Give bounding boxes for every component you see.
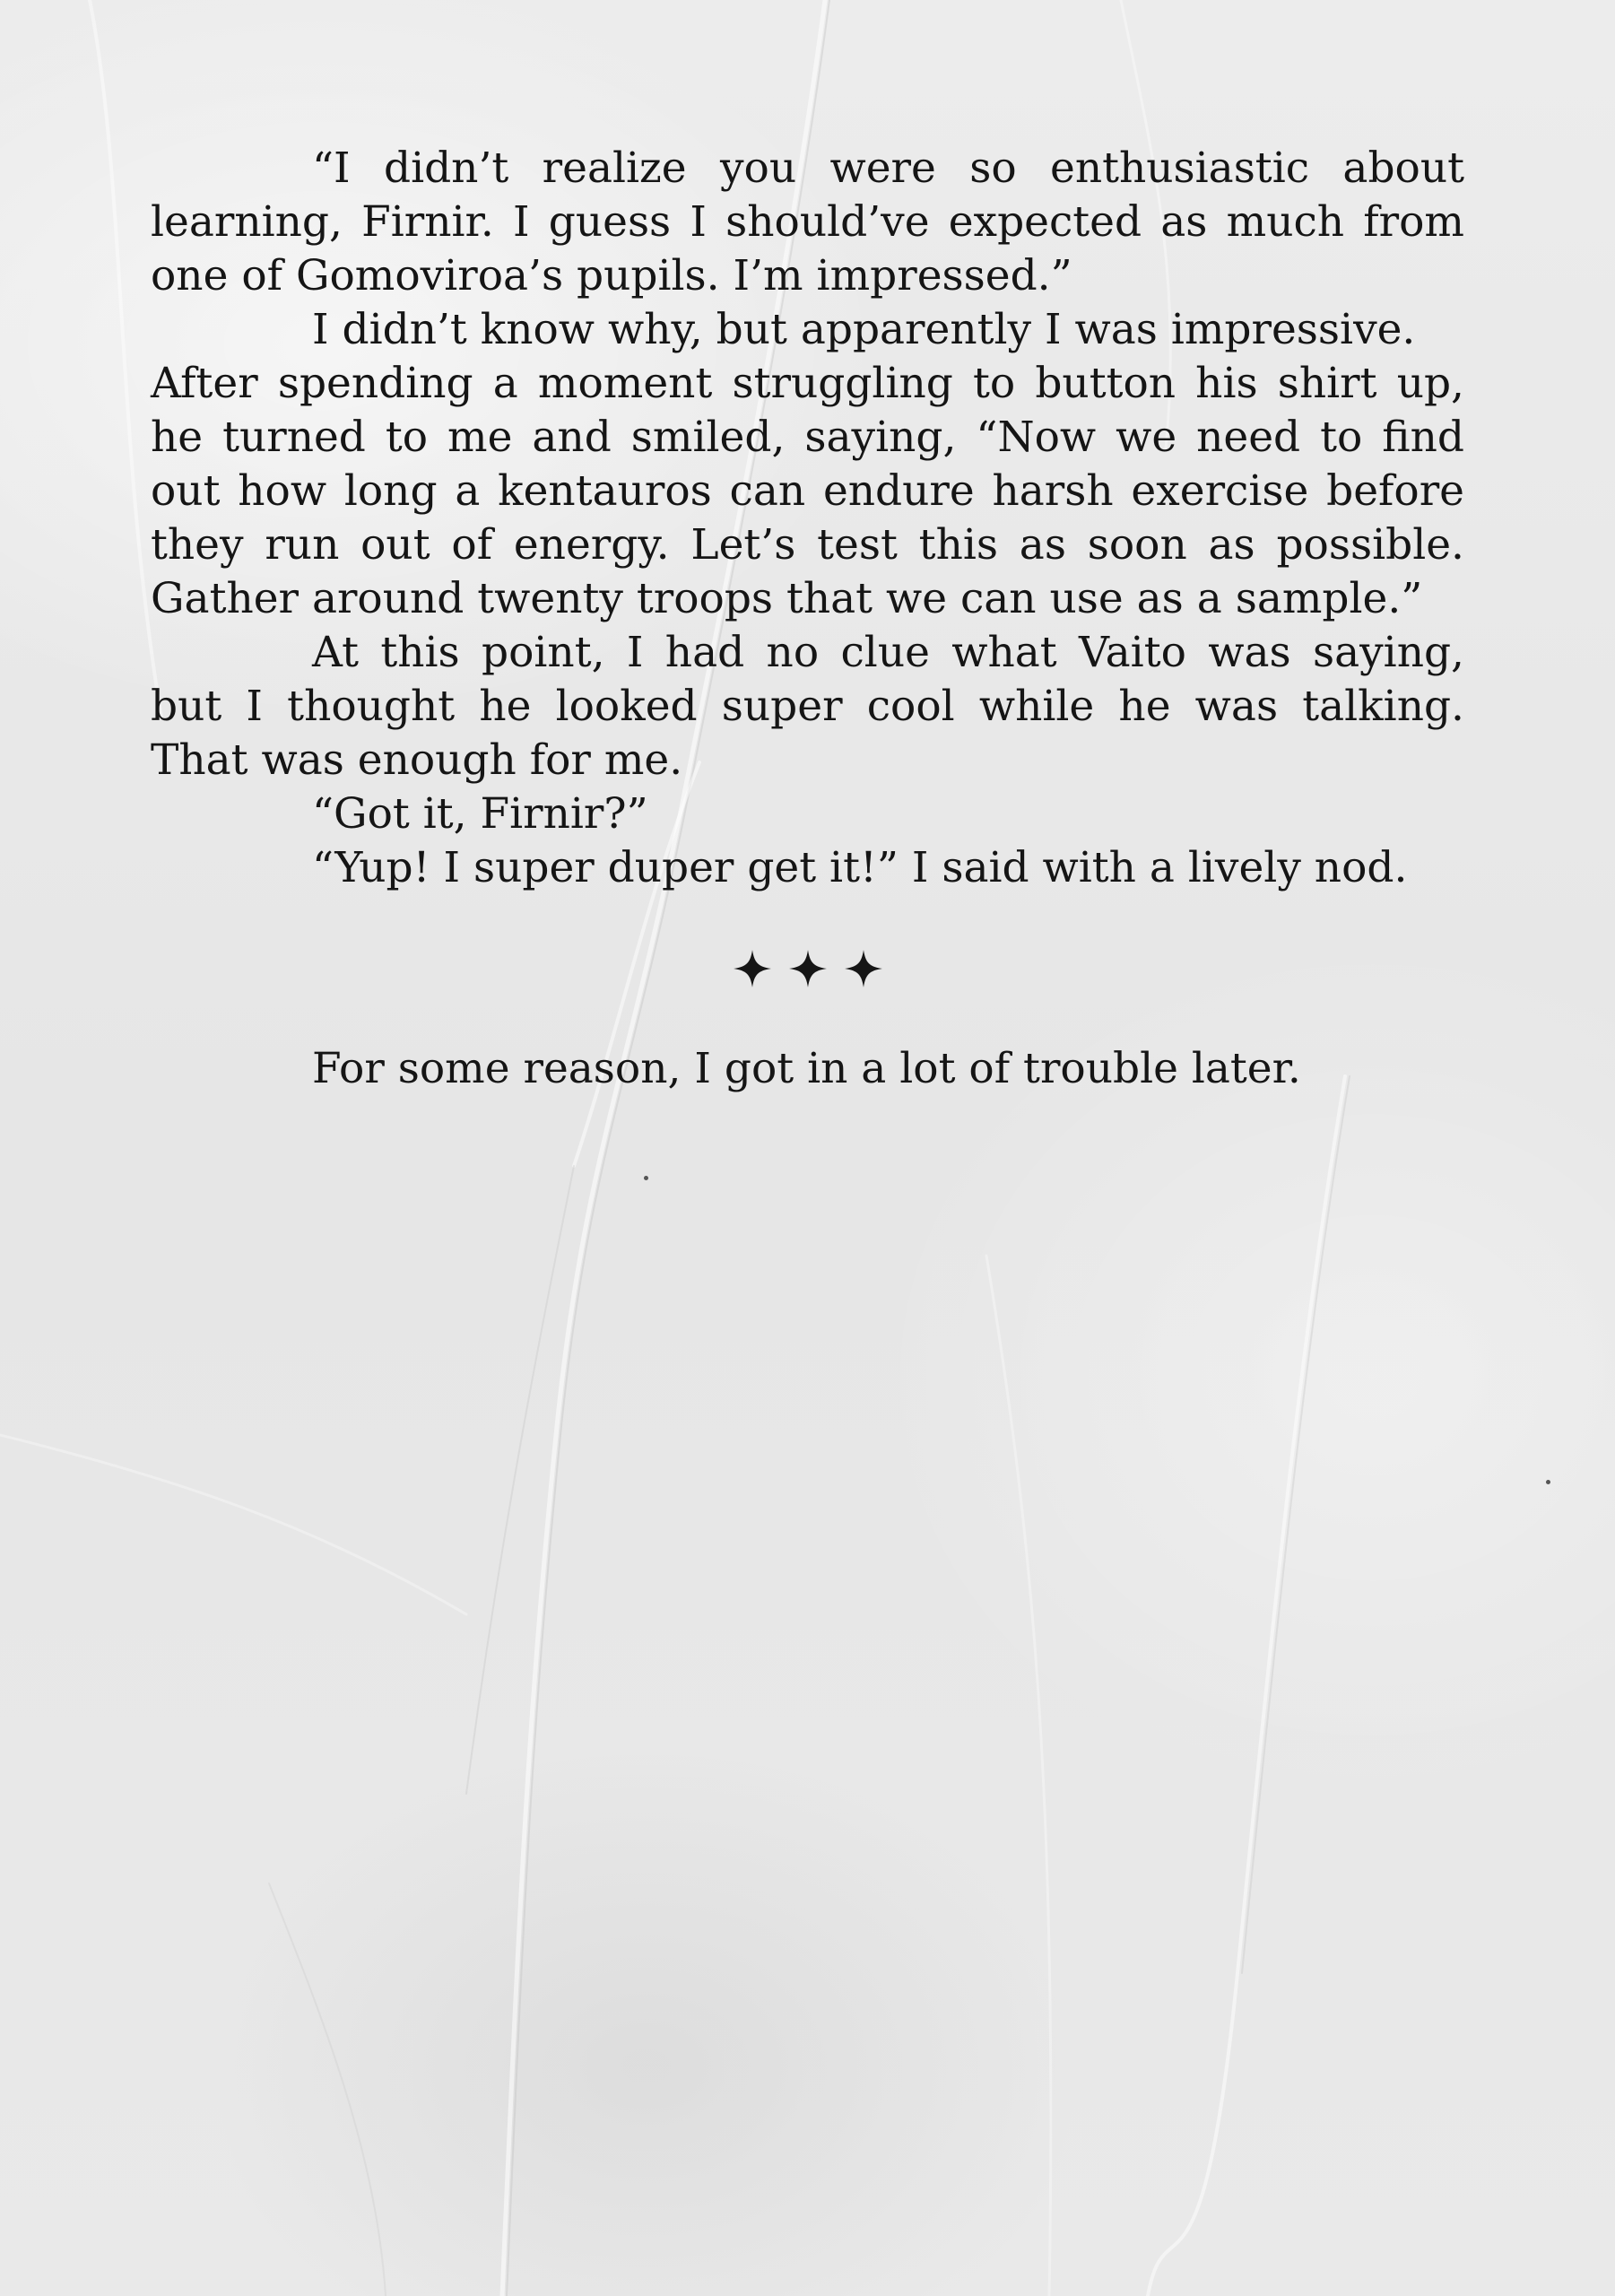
four-point-star-icon xyxy=(844,949,883,988)
scene-break xyxy=(151,942,1464,996)
body-text xyxy=(151,142,1464,1096)
paragraph: “I didn’t realize you were so enthusiastic about learning, Firnir. I guess I should’ve expected as much from one of Gomoviroa’s pupils. I’m impressed.” xyxy=(151,144,1464,300)
paragraph: At this point, I had no clue what Vaito was saying, but I thought he looked super cool while he was talking. That was enough for me. xyxy=(151,628,1464,785)
paragraph: I didn’t know why, but apparently I was impressive. xyxy=(312,305,1416,354)
four-point-star-icon xyxy=(788,949,828,988)
paragraph: “Got it, Firnir?” xyxy=(312,789,648,839)
paragraph: “Yup! I super duper get it!” I said with a lively nod. xyxy=(312,843,1408,892)
final-paragraph: For some reason, I got in a lot of trouble later. xyxy=(312,1044,1301,1093)
paragraph: After spending a moment struggling to button his shirt up, he turned to me and smiled, saying, “Now we need to find out how long a kentauros can endure harsh exercise before they run out of energy. Let’s test this as soon as possible. Gather around twenty troops that we can use as a sample.” xyxy=(151,359,1464,623)
four-point-star-icon xyxy=(733,949,772,988)
